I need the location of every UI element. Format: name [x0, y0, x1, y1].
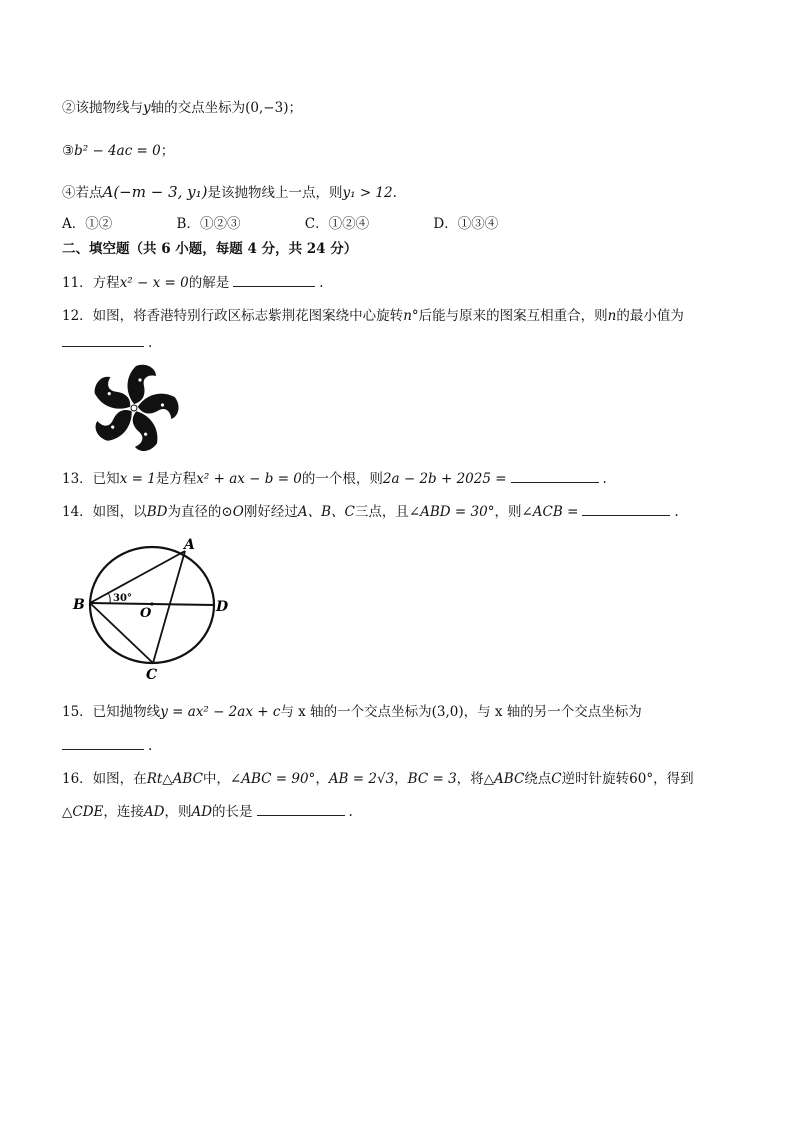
- statement-2: ②该抛物线与y轴的交点坐标为(0,−3)；: [62, 100, 302, 116]
- question-14: 14．如图，以BD为直径的⊙O刚好经过A、B、C三点，且∠ABD = 30°，则∠ACB = .: [62, 504, 679, 520]
- answer-options: [62, 214, 558, 234]
- circle-figure-14: [70, 535, 240, 683]
- label-c: C: [146, 667, 158, 683]
- section-title: 二、填空题（共 6 小题，每题 4 分，共 24 分）: [62, 241, 358, 257]
- answer-blank-14[interactable]: [582, 514, 670, 516]
- statement-3: ③b² − 4ac = 0；: [62, 143, 175, 159]
- answer-blank-12[interactable]: [62, 345, 144, 347]
- question-12: 12．如图，将香港特别行政区标志紫荆花图案绕中心旋转n°后能与原来的图案互相重合，则n的最小值为: [62, 308, 684, 324]
- option-a: A．①②: [62, 216, 113, 232]
- question-11: 11．方程x² − x = 0的解是 .: [62, 275, 324, 291]
- answer-blank-15[interactable]: [62, 748, 144, 750]
- statement-4: ④若点A(−m − 3, y₁)是该抛物线上一点，则y₁ > 12.: [62, 183, 397, 201]
- segment-ba: [90, 551, 185, 603]
- bauhinia-flower-figure: [86, 360, 186, 456]
- answer-blank-13[interactable]: [511, 481, 599, 483]
- question-16: 16．如图，在Rt△ABC中，∠ABC = 90°，AB = 2√3，BC = 3，将△ABC绕点C逆时针旋转60°，得到: [62, 771, 694, 787]
- label-angle: 30°: [113, 593, 132, 604]
- label-o: O: [140, 606, 152, 621]
- label-b: B: [73, 597, 85, 613]
- answer-blank-16[interactable]: [257, 814, 345, 816]
- question-15: 15．已知抛物线y = ax² − 2ax + c与 x 轴的一个交点坐标为(3,0)，与 x 轴的另一个交点坐标为: [62, 704, 642, 720]
- angle-arc: [108, 593, 110, 603]
- question-13: 13．已知x = 1是方程x² + ax − b = 0的一个根，则2a − 2b + 2025 = .: [62, 471, 607, 487]
- answer-blank-11[interactable]: [233, 285, 315, 287]
- segment-ac: [153, 551, 185, 663]
- label-d: D: [216, 599, 229, 615]
- question-15-cont: .: [62, 736, 152, 756]
- question-16-cont: △CDE，连接AD，则AD的长是 .: [62, 804, 353, 820]
- label-a: A: [184, 537, 195, 553]
- option-c: C．①②④: [304, 216, 370, 232]
- option-b: B．①②③: [176, 216, 241, 232]
- option-d: D．①③④: [433, 216, 499, 232]
- question-12-cont: .: [62, 333, 152, 353]
